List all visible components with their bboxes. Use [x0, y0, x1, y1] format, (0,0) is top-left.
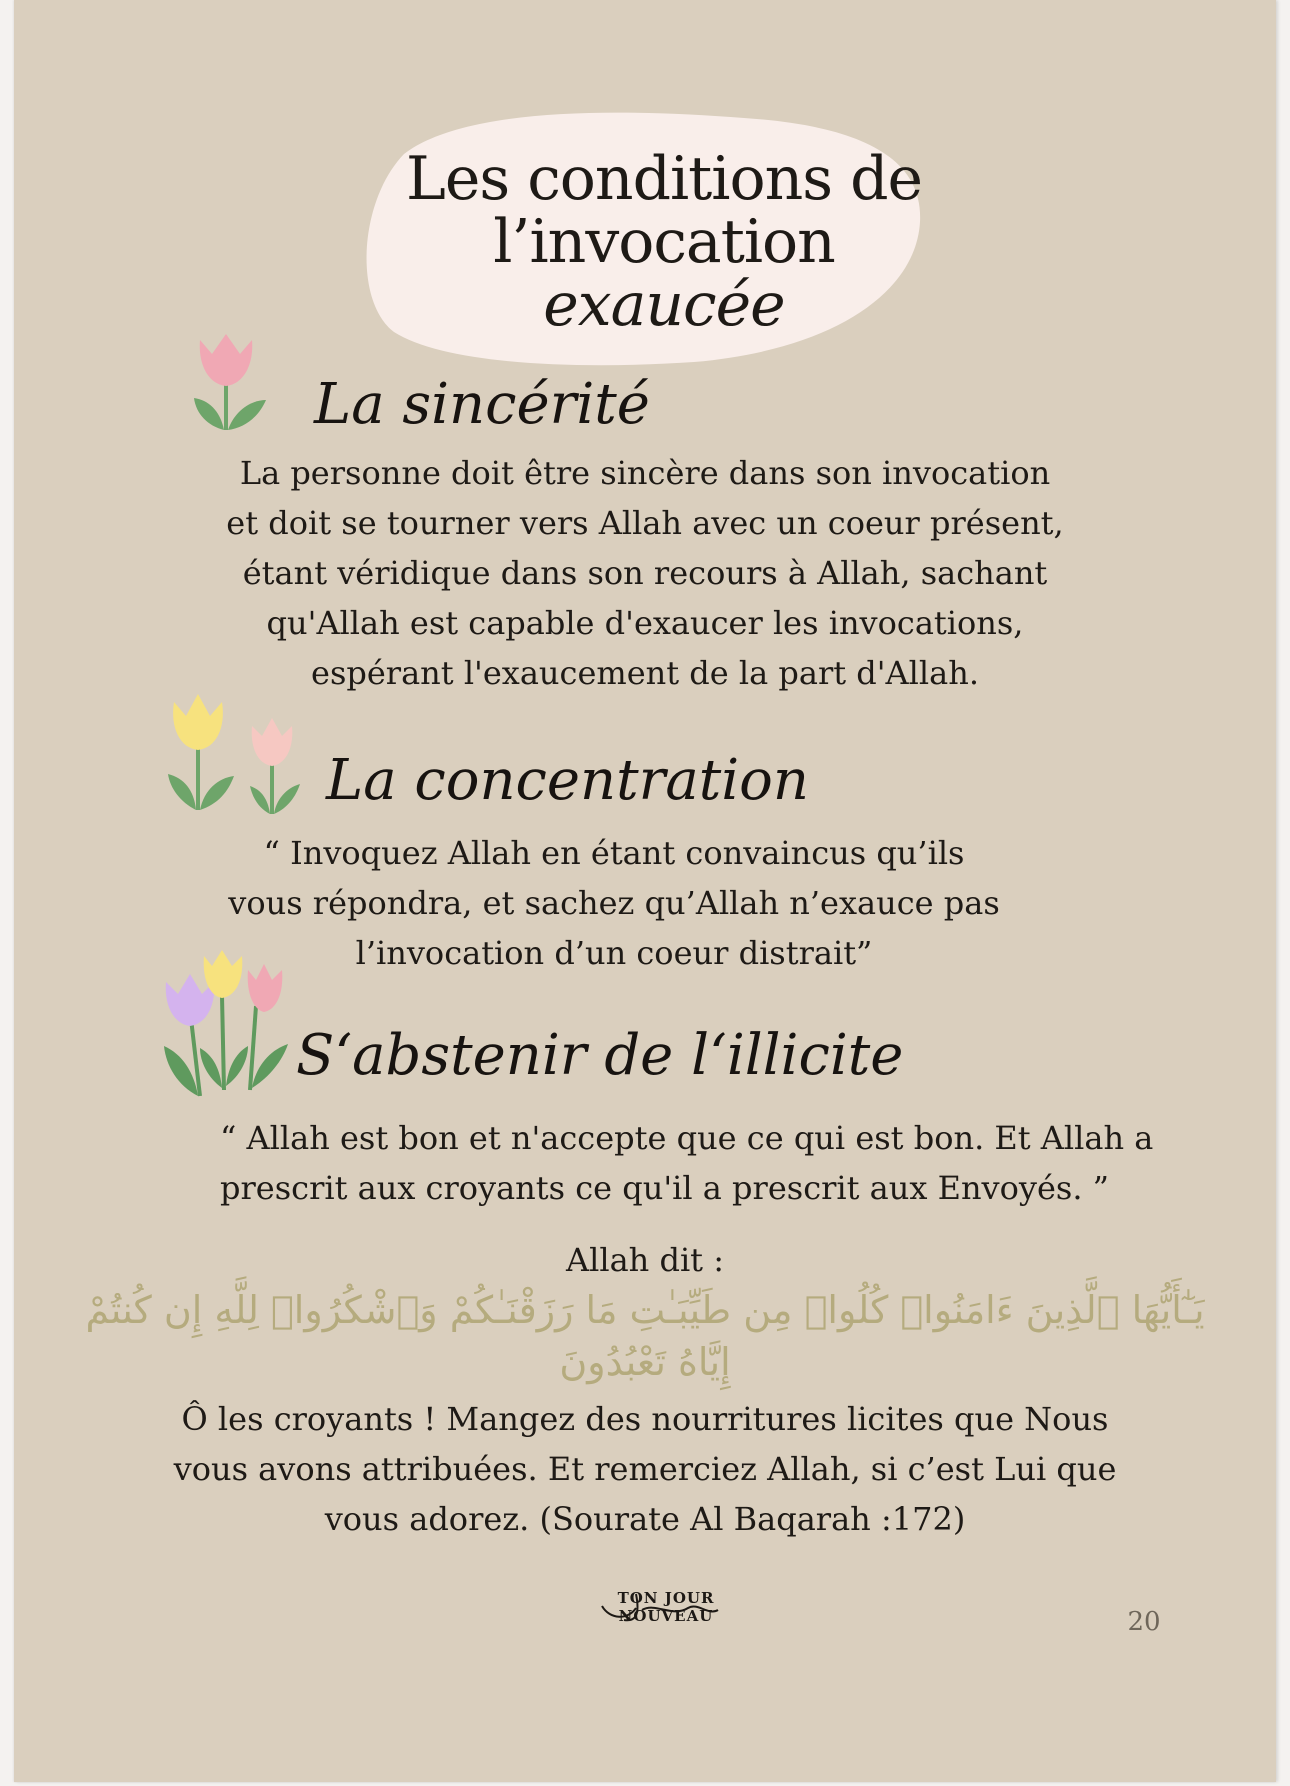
body-line: qu'Allah est capable d'exaucer les invocations,: [266, 604, 1024, 642]
allah-dit-label: Allah dit :: [566, 1241, 724, 1279]
translation-line: vous adorez. (Sourate Al Baqarah :172): [324, 1500, 966, 1538]
section-heading-illicite: S‘abstenir de l‘illicite: [296, 1023, 904, 1088]
section-heading-sincerite: La sincérité: [314, 372, 650, 437]
body-line: La personne doit être sincère dans son invocation: [239, 454, 1051, 492]
quote-line: “ Invoquez Allah en étant convaincus qu’ils: [263, 834, 965, 872]
tulip-icon: [194, 330, 284, 434]
document-page: [14, 0, 1276, 1782]
section-body-sincerite: [14, 448, 1276, 698]
body-line: et doit se tourner vers Allah avec un coeur présent,: [226, 504, 1064, 542]
quote-line: l’invocation d’un coeur distrait”: [355, 934, 873, 972]
body-line: étant véridique dans son recours à Allah, sachant: [242, 554, 1048, 592]
quote-line: prescrit aux croyants ce qu'il a prescrit aux Envoyés. ”: [220, 1169, 1110, 1207]
verse-translation: [14, 1394, 1276, 1544]
page-title: [394, 144, 934, 340]
brand-logo-text: TON JOUR NOUVEAU: [617, 1589, 715, 1625]
quote-line: “ Allah est bon et n'accepte que ce qui est bon. Et Allah a: [220, 1119, 1154, 1157]
section-heading-concentration: La concentration: [326, 748, 809, 813]
arabic-verse: [14, 1284, 1276, 1388]
quote-line: vous répondra, et sachez qu’Allah n’exauce pas: [228, 884, 1000, 922]
translation-line: vous avons attribuées. Et remerciez Allah, si c’est Lui que: [173, 1450, 1117, 1488]
arabic-verse-line: يَـٰٓأَيُّهَا ٱلَّذِينَ ءَامَنُوا۟ كُلُوا۟ مِن طَيِّبَـٰتِ مَا رَزَقْنَـٰكُمْ وَٱشْكُرُوا۟ لِلَّهِ إِن كُنتُمْ: [85, 1288, 1205, 1332]
page-title-line-2: l’invocation: [493, 207, 835, 277]
tulip-bouquet-icon: [160, 950, 300, 1100]
body-line: espérant l'exaucement de la part d'Allah.: [311, 654, 979, 692]
page-title-line-3: exaucée: [543, 270, 785, 340]
page-number: 20: [1127, 1607, 1161, 1637]
page-title-line-1: Les conditions de: [405, 144, 923, 214]
section-body-illicite: [220, 1113, 1153, 1213]
translation-line: Ô les croyants ! Mangez des nourritures licites que Nous: [181, 1400, 1109, 1438]
tulips-pair-icon: [164, 690, 314, 820]
arabic-verse-line: إِيَّاهُ تَعْبُدُونَ: [559, 1340, 731, 1384]
